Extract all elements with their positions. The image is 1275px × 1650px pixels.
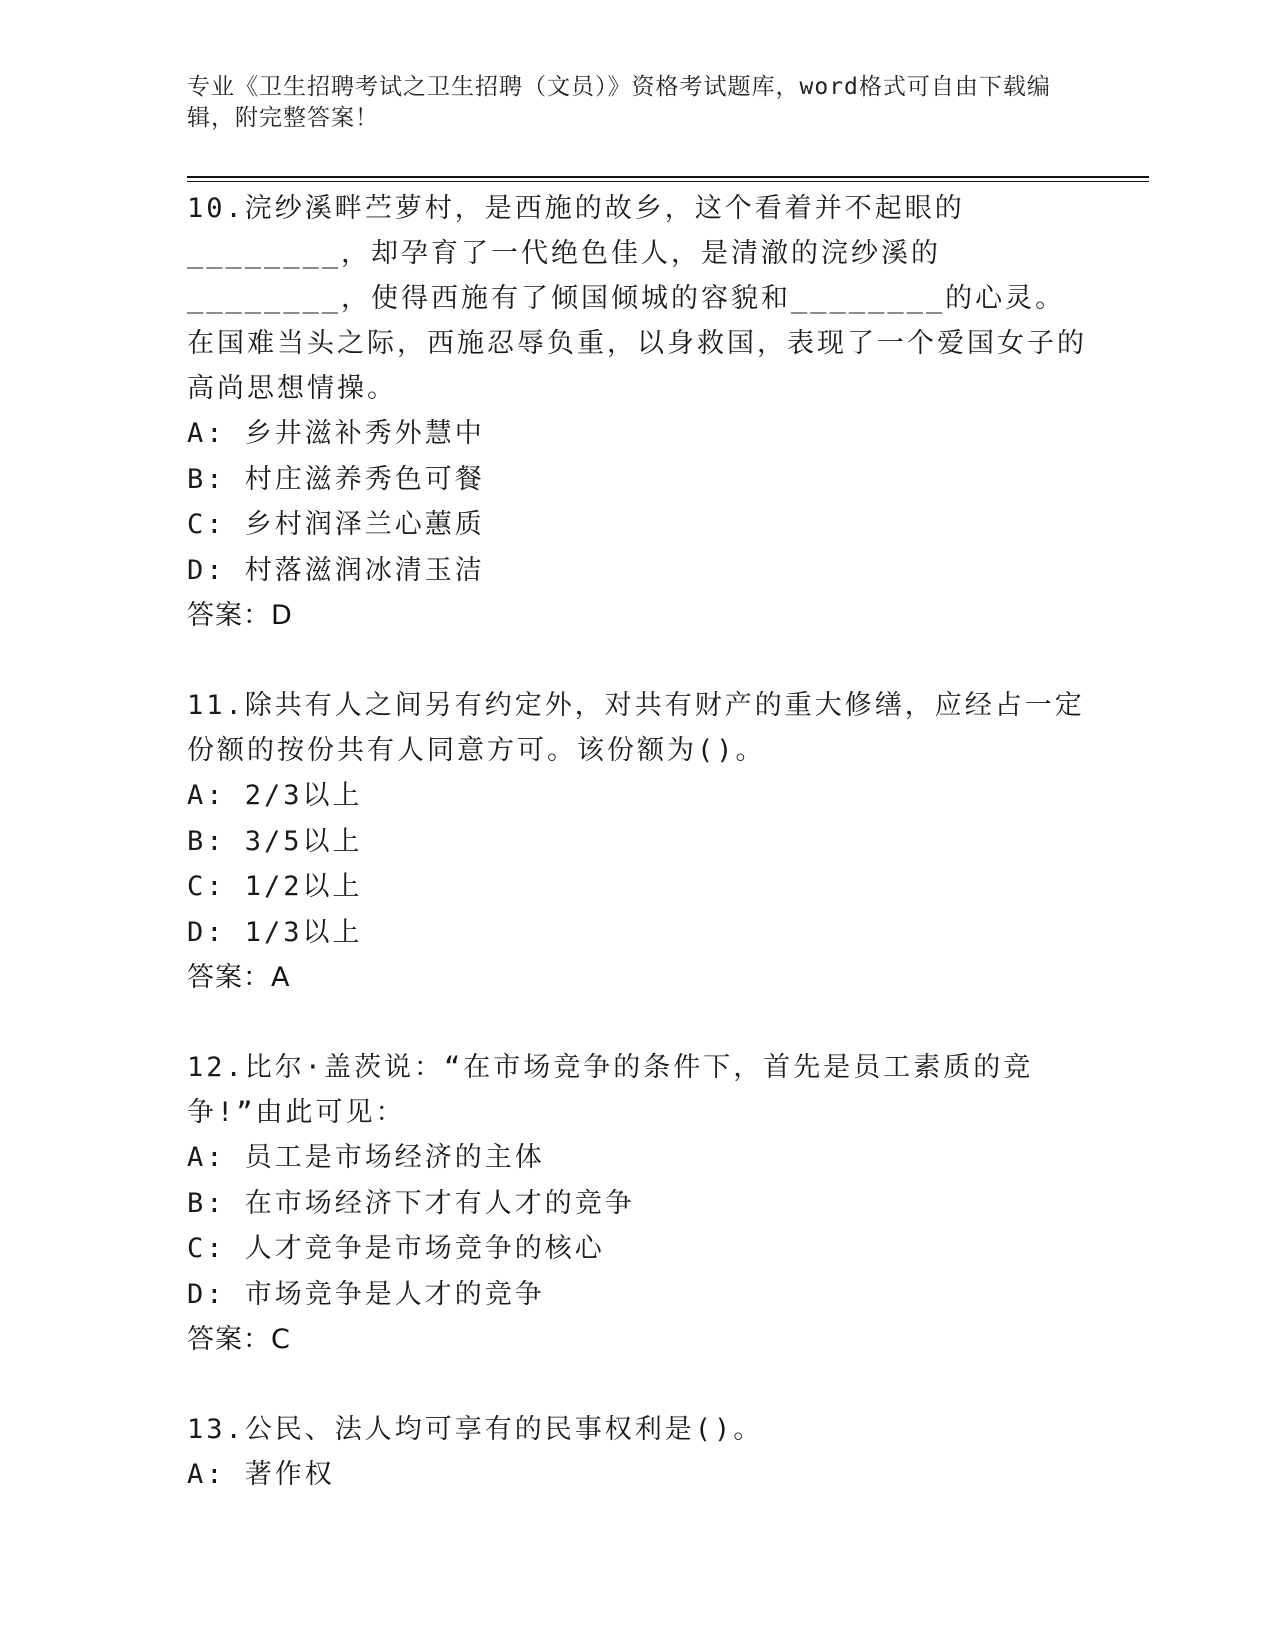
header-divider-thin xyxy=(187,181,1149,182)
option-c: C: 人才竞争是市场竞争的核心 xyxy=(187,1233,605,1264)
answer-line: 答案：A xyxy=(187,962,291,993)
option-c: C: 乡村润泽兰心蕙质 xyxy=(187,509,485,540)
header-divider xyxy=(187,176,1149,178)
question-11 xyxy=(187,683,1087,1000)
document-header: 专业《卫生招聘考试之卫生招聘（文员）》资格考试题库，word格式可自由下载编辑，附完整答案！ xyxy=(187,74,1051,131)
option-d: D: 村落滋润冰清玉洁 xyxy=(187,554,485,586)
question-stem: 11.除共有人之间另有约定外，对共有财产的重大修缮，应经占一定份额的按份共有人同意方可。该份额为()。 xyxy=(187,690,1085,766)
option-d: D: 市场竞争是人才的竞争 xyxy=(187,1278,545,1310)
option-a: A: 2/3以上 xyxy=(187,780,363,811)
option-c: C: 1/2以上 xyxy=(187,871,363,902)
question-list xyxy=(187,186,1087,1498)
question-stem: 12.比尔·盖茨说：“在市场竞争的条件下，首先是员工素质的竞争!”由此可见： xyxy=(187,1052,1034,1128)
option-d: D: 1/3以上 xyxy=(187,916,363,948)
question-12 xyxy=(187,1045,1087,1362)
question-13 xyxy=(187,1407,1087,1498)
question-stem: 10.浣纱溪畔苎萝村，是西施的故乡，这个看着并不起眼的________，却孕育了一代绝色佳人，是清澈的浣纱溪的________，使得西施有了倾国倾城的容貌和________的心灵。在国难当头之际，西施忍辱负重，以身救国，表现了一个爱国女子的高尚思想情操。 xyxy=(187,193,1087,404)
answer-line: 答案：D xyxy=(187,600,293,631)
option-a: A: 乡井滋补秀外慧中 xyxy=(187,418,485,449)
option-b: B: 在市场经济下才有人才的竞争 xyxy=(187,1187,635,1219)
question-10 xyxy=(187,186,1087,638)
answer-line: 答案：C xyxy=(187,1324,291,1355)
option-a: A: 员工是市场经济的主体 xyxy=(187,1142,545,1173)
question-stem: 13.公民、法人均可享有的民事权利是()。 xyxy=(187,1414,764,1445)
option-b: B: 3/5以上 xyxy=(187,825,363,857)
option-b: B: 村庄滋养秀色可餐 xyxy=(187,463,485,495)
option-a: A: 著作权 xyxy=(187,1459,335,1490)
